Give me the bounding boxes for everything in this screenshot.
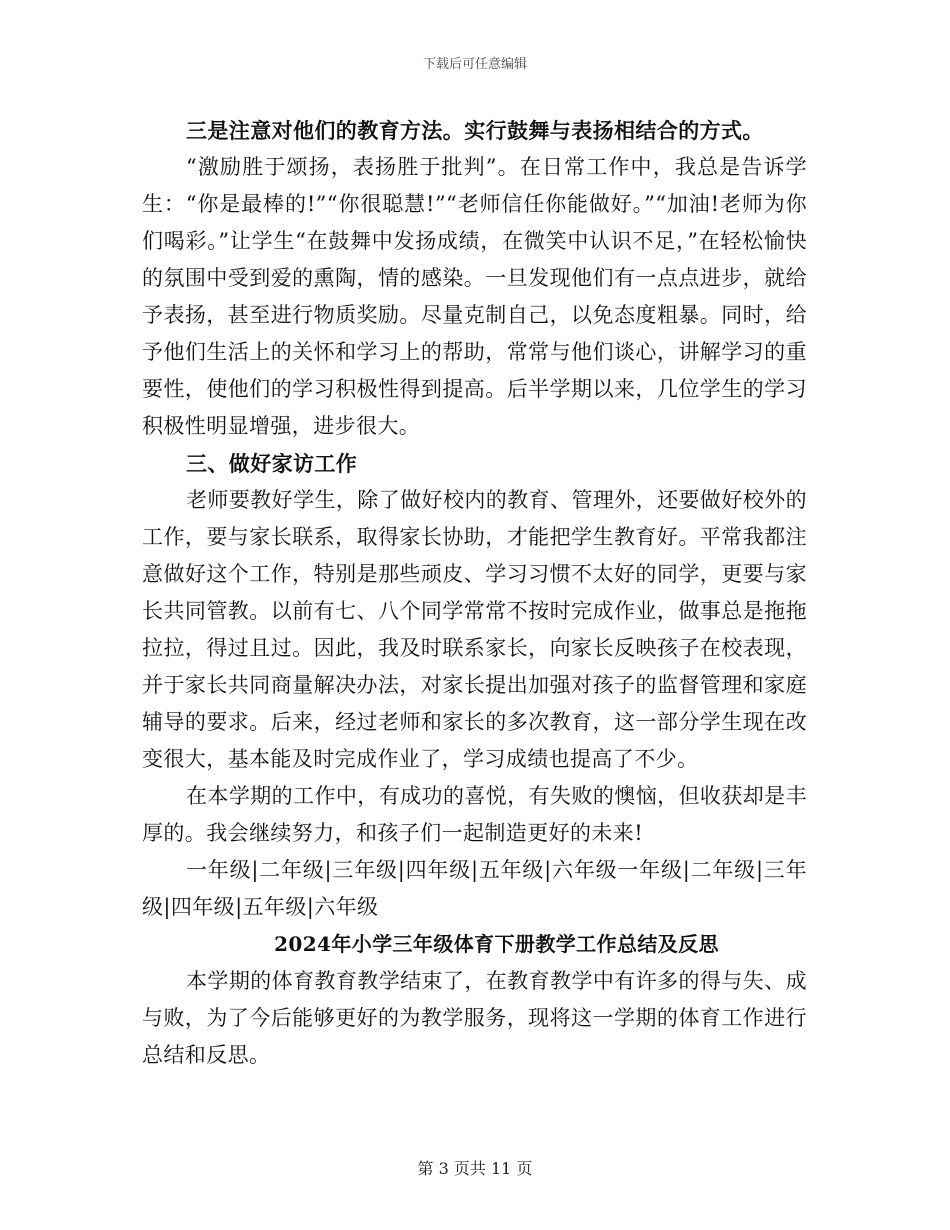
document-body [142, 112, 807, 1074]
paragraph-home-visits: 老师要教好学生，除了做好校内的教育、管理外，还要做好校外的工作，要与家长联系，取得家长协助，才能把学生教育好。平常我都注意做好这个工作，特别是那些顽皮、学习习惯不太好的同学，更要与家长共同管教。以前有七、八个同学常常不按时完成作业，做事总是拖拖拉拉，得过且过。因此，我及时联系家长，向家长反映孩子在校表现，并于家长共同商量解决办法，对家长提出加强对孩子的监督管理和家庭辅导的要求。后来，经过老师和家长的多次教育，这一部分学生现在改变很大，基本能及时完成作业了，学习成绩也提高了不少。 [142, 488, 807, 771]
document-title: 2024年小学三年级体育下册教学工作总结及反思 [274, 932, 719, 956]
section-heading-home-visits: 三、做好家访工作 [186, 451, 358, 476]
grade-links-line: 一年级|二年级|三年级|四年级|五年级|六年级一年级|二年级|三年级|四年级|五年级|六年级 [142, 858, 807, 919]
paragraph-intro: 本学期的体育教育教学结束了，在教育教学中有许多的得与失、成与败，为了今后能够更好的为教学服务，现将这一学期的体育工作进行总结和反思。 [142, 969, 807, 1067]
page-footer: 第 3 页共 11 页 [417, 1159, 533, 1178]
paragraph-conclusion: 在本学期的工作中，有成功的喜悦，有失败的懊恼，但收获却是丰厚的。我会继续努力，和孩子们一起制造更好的未来! [142, 784, 807, 845]
section-heading-education-method: 三是注意对他们的教育方法。实行鼓舞与表扬相结合的方式。 [186, 118, 764, 143]
paragraph-encouragement: “激励胜于颂扬，表扬胜于批判”。在日常工作中，我总是告诉学生：“你是最棒的!”“你很聪慧!”“老师信任你能做好。”“加油!老师为你们喝彩。”让学生“在鼓舞中发扬成绩，在微笑中认识不足，”在轻松愉快的氛围中受到爱的熏陶，情的感染。一旦发现他们有一点点进步，就给予表扬，甚至进行物质奖励。尽量克制自己，以免态度粗暴。同时，给予他们生活上的关怀和学习上的帮助，常常与他们谈心，讲解学习的重要性，使他们的学习积极性得到提高。后半学期以来，几位学生的学习积极性明显增强，进步很大。 [142, 155, 807, 438]
page-header: 下载后可任意编辑 [422, 57, 527, 72]
